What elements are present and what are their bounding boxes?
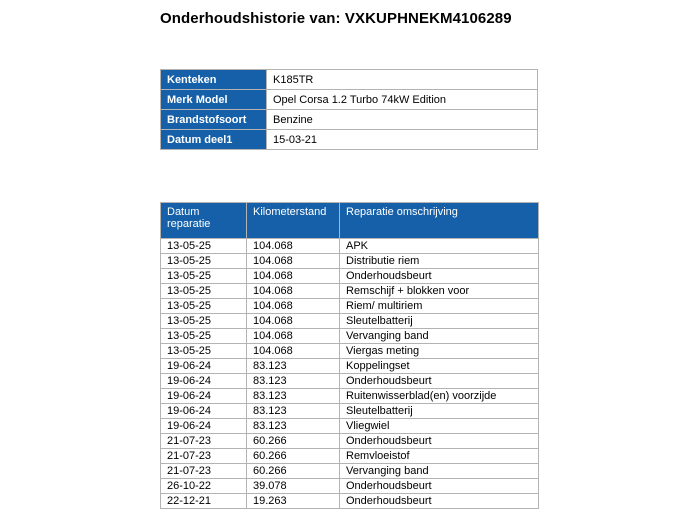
history-body	[161, 239, 539, 509]
history-row	[161, 254, 539, 269]
history-description-cell: Ruitenwisserblad(en) voorzijde	[340, 389, 539, 404]
history-column-header: Kilometerstand	[247, 203, 340, 239]
vehicle-info-table	[160, 69, 538, 150]
history-km-cell: 60.266	[247, 449, 340, 464]
history-row	[161, 269, 539, 284]
history-row	[161, 284, 539, 299]
history-description-cell: Sleutelbatterij	[340, 404, 539, 419]
history-km-cell: 83.123	[247, 359, 340, 374]
history-km-cell: 83.123	[247, 374, 340, 389]
history-km-cell: 104.068	[247, 329, 340, 344]
report-content	[160, 0, 685, 509]
history-description-cell: Viergas meting	[340, 344, 539, 359]
vehicle-info-value: Benzine	[267, 110, 538, 130]
history-km-cell: 83.123	[247, 389, 340, 404]
history-description-cell: Vervanging band	[340, 464, 539, 479]
history-row	[161, 464, 539, 479]
history-km-cell: 104.068	[247, 239, 340, 254]
history-description-cell: Onderhoudsbeurt	[340, 479, 539, 494]
history-description-cell: APK	[340, 239, 539, 254]
history-description-cell: Remschijf + blokken voor	[340, 284, 539, 299]
vehicle-info-value: K185TR	[267, 70, 538, 90]
vehicle-info-row	[161, 110, 538, 130]
history-header-row	[161, 203, 539, 239]
history-column-header: Datum reparatie	[161, 203, 247, 239]
history-row	[161, 239, 539, 254]
history-description-cell: Onderhoudsbeurt	[340, 434, 539, 449]
history-row	[161, 404, 539, 419]
history-km-cell: 39.078	[247, 479, 340, 494]
history-row	[161, 434, 539, 449]
vehicle-info-label: Kenteken	[161, 70, 267, 90]
history-row	[161, 479, 539, 494]
history-km-cell: 19.263	[247, 494, 340, 509]
history-km-cell: 104.068	[247, 344, 340, 359]
history-row	[161, 374, 539, 389]
vehicle-info-value: 15-03-21	[267, 130, 538, 150]
history-description-cell: Remvloeistof	[340, 449, 539, 464]
history-row	[161, 344, 539, 359]
vehicle-info-label: Merk Model	[161, 90, 267, 110]
vehicle-info-body	[161, 70, 538, 150]
history-km-cell: 60.266	[247, 434, 340, 449]
history-date-cell: 13-05-25	[161, 299, 247, 314]
vehicle-info-row	[161, 90, 538, 110]
vehicle-info-label: Datum deel1	[161, 130, 267, 150]
history-row	[161, 389, 539, 404]
history-date-cell: 13-05-25	[161, 269, 247, 284]
history-date-cell: 26-10-22	[161, 479, 247, 494]
history-date-cell: 13-05-25	[161, 284, 247, 299]
history-row	[161, 299, 539, 314]
history-description-cell: Sleutelbatterij	[340, 314, 539, 329]
history-km-cell: 60.266	[247, 464, 340, 479]
history-km-cell: 104.068	[247, 284, 340, 299]
history-date-cell: 19-06-24	[161, 404, 247, 419]
history-description-cell: Distributie riem	[340, 254, 539, 269]
vehicle-info-row	[161, 130, 538, 150]
history-row	[161, 314, 539, 329]
history-row	[161, 494, 539, 509]
history-date-cell: 21-07-23	[161, 434, 247, 449]
history-description-cell: Riem/ multiriem	[340, 299, 539, 314]
vehicle-info-row	[161, 70, 538, 90]
history-date-cell: 21-07-23	[161, 464, 247, 479]
history-description-cell: Onderhoudsbeurt	[340, 374, 539, 389]
history-column-header: Reparatie omschrijving	[340, 203, 539, 239]
history-date-cell: 13-05-25	[161, 344, 247, 359]
vehicle-info-value: Opel Corsa 1.2 Turbo 74kW Edition	[267, 90, 538, 110]
history-description-cell: Vliegwiel	[340, 419, 539, 434]
history-description-cell: Vervanging band	[340, 329, 539, 344]
history-date-cell: 21-07-23	[161, 449, 247, 464]
history-date-cell: 19-06-24	[161, 374, 247, 389]
history-date-cell: 19-06-24	[161, 359, 247, 374]
history-description-cell: Onderhoudsbeurt	[340, 494, 539, 509]
history-km-cell: 104.068	[247, 299, 340, 314]
history-description-cell: Koppelingset	[340, 359, 539, 374]
history-row	[161, 449, 539, 464]
history-km-cell: 104.068	[247, 254, 340, 269]
history-row	[161, 359, 539, 374]
history-date-cell: 13-05-25	[161, 254, 247, 269]
history-km-cell: 104.068	[247, 269, 340, 284]
history-date-cell: 13-05-25	[161, 314, 247, 329]
history-date-cell: 13-05-25	[161, 329, 247, 344]
page-title: Onderhoudshistorie van: VXKUPHNEKM4106289	[160, 10, 512, 27]
history-km-cell: 83.123	[247, 419, 340, 434]
vehicle-info-label: Brandstofsoort	[161, 110, 267, 130]
history-km-cell: 83.123	[247, 404, 340, 419]
history-description-cell: Onderhoudsbeurt	[340, 269, 539, 284]
history-date-cell: 19-06-24	[161, 419, 247, 434]
history-row	[161, 329, 539, 344]
history-date-cell: 22-12-21	[161, 494, 247, 509]
history-row	[161, 419, 539, 434]
maintenance-history-table	[160, 202, 539, 509]
history-date-cell: 13-05-25	[161, 239, 247, 254]
history-date-cell: 19-06-24	[161, 389, 247, 404]
history-km-cell: 104.068	[247, 314, 340, 329]
